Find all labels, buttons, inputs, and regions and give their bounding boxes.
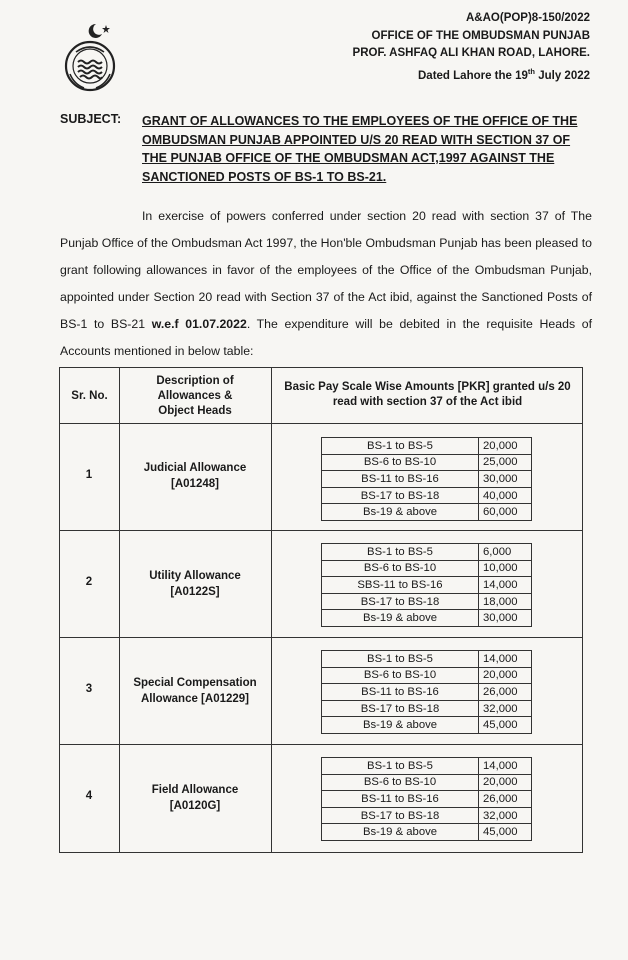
date-line: Dated Lahore the 19th July 2022	[418, 66, 590, 82]
table-row	[322, 544, 532, 561]
subject-text: GRANT OF ALLOWANCES TO THE EMPLOYEES OF THE OFFICE OF THE OMBUDSMAN PUNJAB APPOINTED U/S 20 READ WITH SECTION 37 OF THE PUNJAB OFFICE OF THE OMBUDSMAN ACT,1997 AGAINST THE SANCTIONED POSTS OF BS-1 TO BS-21.	[142, 114, 578, 184]
table-row	[322, 471, 532, 488]
subject-label: SUBJECT:	[60, 112, 122, 126]
amount-value: 45,000	[479, 717, 532, 734]
table-row	[322, 667, 532, 684]
pay-scale-range: BS-1 to BS-5	[322, 544, 479, 561]
table-row	[322, 560, 532, 577]
table-row	[322, 684, 532, 701]
table-column-divider	[271, 368, 272, 852]
allowance-table	[59, 367, 583, 853]
amount-value: 20,000	[479, 438, 532, 455]
scale-amount-table	[321, 757, 532, 841]
pay-scale-range: BS-6 to BS-10	[322, 454, 479, 471]
scale-amount-table	[321, 437, 532, 521]
table-row-divider	[60, 744, 582, 745]
pay-scale-range: Bs-19 & above	[322, 717, 479, 734]
table-row	[322, 577, 532, 594]
letter-header	[353, 10, 590, 85]
table-row	[322, 774, 532, 791]
pay-scale-range: BS-11 to BS-16	[322, 791, 479, 808]
table-row	[322, 824, 532, 841]
pay-scale-range: BS-17 to BS-18	[322, 593, 479, 610]
office-address: PROF. ASHFAQ ALI KHAN ROAD, LAHORE.	[352, 47, 590, 59]
amount-value: 25,000	[479, 454, 532, 471]
table-row	[322, 758, 532, 775]
pay-scale-range: Bs-19 & above	[322, 824, 479, 841]
table-row-divider	[60, 637, 582, 638]
row-sr-number: 4	[85, 790, 93, 802]
pay-scale-range: BS-1 to BS-5	[322, 438, 479, 455]
scale-amount-table	[321, 543, 532, 627]
pay-scale-range: BS-6 to BS-10	[322, 667, 479, 684]
amount-value: 32,000	[479, 807, 532, 824]
pay-scale-range: BS-11 to BS-16	[322, 471, 479, 488]
reference-number: A&AO(POP)8-150/2022	[466, 12, 590, 24]
header-sr-no: Sr. No.	[71, 390, 108, 402]
pay-scale-range: BS-17 to BS-18	[322, 487, 479, 504]
amount-value: 14,000	[479, 758, 532, 775]
table-row	[322, 717, 532, 734]
body-paragraph: In exercise of powers conferred under section 20 read with section 37 of The Punjab Office of the Ombudsman Act 1997, the Hon'ble Ombudsman Punjab has been pleased to grant following allowances in favor of the employees of the Office of the Ombudsman Punjab, appointed under Section 20 read with Section 37 of the Act ibid, against the Sanctioned Posts of BS-1 to BS-21 w.e.f 01.07.2022. The expenditure will be debited in the requisite Heads of Accounts mentioned in below table:	[60, 209, 593, 358]
punjab-emblem-icon	[62, 22, 118, 94]
amount-value: 26,000	[479, 684, 532, 701]
table-row	[322, 700, 532, 717]
table-row	[322, 454, 532, 471]
amount-value: 14,000	[479, 577, 532, 594]
pay-scale-range: BS-6 to BS-10	[322, 774, 479, 791]
table-row-divider	[60, 423, 582, 424]
amount-value: 20,000	[479, 667, 532, 684]
table-row	[322, 504, 532, 521]
allowance-name: Judicial Allowance [A01248]	[143, 462, 247, 490]
office-name: OFFICE OF THE OMBUDSMAN PUNJAB	[371, 29, 590, 42]
table-row	[322, 791, 532, 808]
amount-value: 30,000	[479, 610, 532, 627]
table-row	[322, 487, 532, 504]
pay-scale-range: Bs-19 & above	[322, 610, 479, 627]
amount-value: 40,000	[479, 487, 532, 504]
allowance-name: Field Allowance [A0120G]	[151, 784, 239, 812]
header-amounts: Basic Pay Scale Wise Amounts [PKR] granted u/s 20 read with section 37 of the Act ibid	[284, 381, 571, 408]
pay-scale-range: SBS-11 to BS-16	[322, 577, 479, 594]
amount-value: 20,000	[479, 774, 532, 791]
table-column-divider	[119, 368, 120, 852]
pay-scale-range: BS-1 to BS-5	[322, 758, 479, 775]
scale-amount-table	[321, 650, 532, 734]
allowance-name: Utility Allowance [A0122S]	[149, 570, 241, 598]
row-sr-number: 2	[85, 576, 93, 588]
pay-scale-range: Bs-19 & above	[322, 504, 479, 521]
pay-scale-range: BS-17 to BS-18	[322, 700, 479, 717]
header-description: Description of Allowances & Object Heads	[156, 375, 234, 417]
amount-value: 26,000	[479, 791, 532, 808]
table-row	[322, 593, 532, 610]
allowance-name: Special Compensation Allowance [A01229]	[133, 677, 257, 705]
amount-value: 32,000	[479, 700, 532, 717]
table-row-divider	[60, 530, 582, 531]
amount-value: 10,000	[479, 560, 532, 577]
amount-value: 18,000	[479, 593, 532, 610]
amount-value: 60,000	[479, 504, 532, 521]
table-row	[322, 807, 532, 824]
amount-value: 30,000	[479, 471, 532, 488]
table-row	[322, 610, 532, 627]
row-sr-number: 1	[85, 469, 93, 481]
amount-value: 6,000	[479, 544, 532, 561]
pay-scale-range: BS-11 to BS-16	[322, 684, 479, 701]
amount-value: 45,000	[479, 824, 532, 841]
pay-scale-range: BS-6 to BS-10	[322, 560, 479, 577]
pay-scale-range: BS-17 to BS-18	[322, 807, 479, 824]
amount-value: 14,000	[479, 651, 532, 668]
table-row	[322, 651, 532, 668]
pay-scale-range: BS-1 to BS-5	[322, 651, 479, 668]
row-sr-number: 3	[85, 683, 93, 695]
table-row	[322, 438, 532, 455]
